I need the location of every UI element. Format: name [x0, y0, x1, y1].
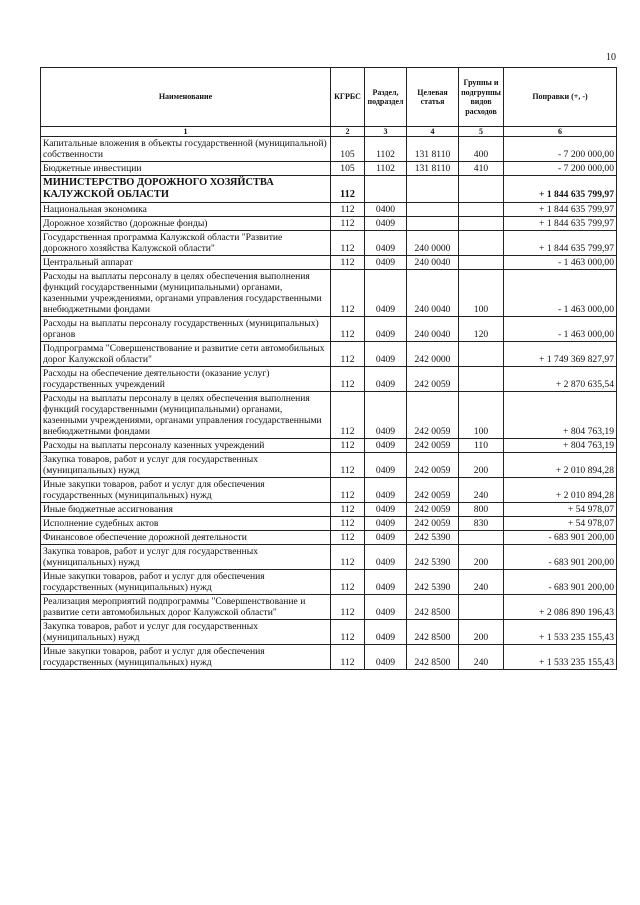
row-amount-cell: + 1 749 369 827,97 [504, 342, 617, 367]
row-section-cell: 0409 [365, 531, 407, 545]
row-target-cell: 242 0059 [407, 453, 459, 478]
row-target-cell: 240 0040 [407, 317, 459, 342]
table-row [41, 439, 617, 453]
row-target-cell: 242 0059 [407, 392, 459, 439]
row-section-cell: 0409 [365, 217, 407, 231]
row-amount-cell: + 2 010 894,28 [504, 453, 617, 478]
row-target-cell: 242 0059 [407, 439, 459, 453]
table-row [41, 217, 617, 231]
table-row [41, 137, 617, 162]
table-row [41, 620, 617, 645]
row-group-cell [459, 342, 504, 367]
row-section-cell: 0409 [365, 317, 407, 342]
row-target-cell: 242 5390 [407, 545, 459, 570]
row-name-cell: Расходы на выплаты персоналу в целях обеспечения выполнения функций государственными (муниципальными) органами, казенными учреждениями, органами управления государственными внебюджетными фондами [41, 270, 331, 317]
row-group-cell [459, 203, 504, 217]
row-section-cell: 0409 [365, 517, 407, 531]
row-group-cell: 410 [459, 162, 504, 176]
row-kgrbs-cell: 112 [331, 545, 365, 570]
table-row [41, 342, 617, 367]
row-kgrbs-cell: 112 [331, 392, 365, 439]
row-target-cell: 242 0059 [407, 478, 459, 503]
row-name-cell: Закупка товаров, работ и услуг для государственных (муниципальных) нужд [41, 453, 331, 478]
column-number: 3 [365, 127, 407, 137]
row-section-cell: 0409 [365, 367, 407, 392]
row-name-cell: Иные бюджетные ассигнования [41, 503, 331, 517]
row-target-cell: 242 0059 [407, 503, 459, 517]
row-target-cell: 131 8110 [407, 137, 459, 162]
table-row [41, 256, 617, 270]
row-name-cell: Иные закупки товаров, работ и услуг для обеспечения государственных (муниципальных) нужд [41, 645, 331, 670]
row-name-cell: Иные закупки товаров, работ и услуг для обеспечения государственных (муниципальных) нужд [41, 570, 331, 595]
row-kgrbs-cell: 112 [331, 176, 365, 203]
row-section-cell: 0409 [365, 503, 407, 517]
row-section-cell: 1102 [365, 137, 407, 162]
row-name-cell: Дорожное хозяйство (дорожные фонды) [41, 217, 331, 231]
row-group-cell: 240 [459, 478, 504, 503]
row-amount-cell: + 1 533 235 155,43 [504, 620, 617, 645]
row-target-cell: 131 8110 [407, 162, 459, 176]
row-amount-cell: + 54 978,07 [504, 503, 617, 517]
row-kgrbs-cell: 112 [331, 517, 365, 531]
header-name: Наименование [41, 68, 331, 127]
row-amount-cell: + 804 763,19 [504, 439, 617, 453]
row-kgrbs-cell: 112 [331, 317, 365, 342]
header-section: Раздел, подраздел [365, 68, 407, 127]
row-name-cell: Расходы на выплаты персоналу в целях обеспечения выполнения функций государственными (муниципальными) органами, казенными учреждениями, органами управления государственными внебюджетными фондами [41, 392, 331, 439]
row-section-cell: 0409 [365, 342, 407, 367]
row-group-cell: 240 [459, 570, 504, 595]
row-amount-cell: - 1 463 000,00 [504, 317, 617, 342]
row-name-cell: Иные закупки товаров, работ и услуг для обеспечения государственных (муниципальных) нужд [41, 478, 331, 503]
row-name-cell: Финансовое обеспечение дорожной деятельности [41, 531, 331, 545]
row-name-cell: Центральный аппарат [41, 256, 331, 270]
row-amount-cell: + 54 978,07 [504, 517, 617, 531]
page-number: 10 [606, 52, 616, 63]
table-row [41, 478, 617, 503]
table-row [41, 162, 617, 176]
row-amount-cell: + 2 010 894,28 [504, 478, 617, 503]
row-amount-cell: + 2 870 635,54 [504, 367, 617, 392]
row-section-cell: 0409 [365, 453, 407, 478]
row-amount-cell: + 2 086 890 196,43 [504, 595, 617, 620]
row-target-cell [407, 176, 459, 203]
row-amount-cell: - 1 463 000,00 [504, 270, 617, 317]
row-name-cell: Закупка товаров, работ и услуг для государственных (муниципальных) нужд [41, 545, 331, 570]
row-kgrbs-cell: 112 [331, 203, 365, 217]
column-number: 2 [331, 127, 365, 137]
row-amount-cell: + 1 844 635 799,97 [504, 231, 617, 256]
row-group-cell: 200 [459, 545, 504, 570]
table-row [41, 453, 617, 478]
row-kgrbs-cell: 112 [331, 367, 365, 392]
row-target-cell: 240 0040 [407, 256, 459, 270]
row-name-cell: Бюджетные инвестиции [41, 162, 331, 176]
row-name-cell: Государственная программа Калужской области "Развитие дорожного хозяйства Калужской области" [41, 231, 331, 256]
row-target-cell: 242 5390 [407, 531, 459, 545]
row-kgrbs-cell: 112 [331, 256, 365, 270]
row-target-cell: 240 0040 [407, 270, 459, 317]
row-section-cell: 0409 [365, 392, 407, 439]
table-row [41, 517, 617, 531]
row-name-cell: Расходы на обеспечение деятельности (оказание услуг) государственных учреждений [41, 367, 331, 392]
row-section-cell: 0409 [365, 570, 407, 595]
row-name-cell: Расходы на выплаты персоналу государственных (муниципальных) органов [41, 317, 331, 342]
table-row [41, 231, 617, 256]
row-kgrbs-cell: 112 [331, 270, 365, 317]
row-kgrbs-cell: 112 [331, 645, 365, 670]
row-group-cell: 110 [459, 439, 504, 453]
column-number: 4 [407, 127, 459, 137]
table-header-row [41, 68, 617, 127]
row-group-cell [459, 595, 504, 620]
row-kgrbs-cell: 112 [331, 217, 365, 231]
row-target-cell: 242 8500 [407, 645, 459, 670]
header-groups: Группы и подгруппы видов расходов [459, 68, 504, 127]
row-section-cell: 0409 [365, 439, 407, 453]
row-group-cell: 400 [459, 137, 504, 162]
table-row [41, 531, 617, 545]
row-section-cell: 0409 [365, 545, 407, 570]
row-group-cell [459, 217, 504, 231]
row-amount-cell: + 804 763,19 [504, 392, 617, 439]
row-name-cell: Подпрограмма "Совершенствование и развитие сети автомобильных дорог Калужской области" [41, 342, 331, 367]
row-group-cell [459, 531, 504, 545]
column-number: 5 [459, 127, 504, 137]
row-kgrbs-cell: 112 [331, 570, 365, 595]
row-amount-cell: - 683 901 200,00 [504, 531, 617, 545]
row-kgrbs-cell: 112 [331, 439, 365, 453]
row-section-cell: 0409 [365, 645, 407, 670]
row-amount-cell: + 1 844 635 799,97 [504, 217, 617, 231]
row-target-cell: 242 0059 [407, 367, 459, 392]
table-row [41, 392, 617, 439]
row-kgrbs-cell: 112 [331, 503, 365, 517]
row-group-cell: 120 [459, 317, 504, 342]
row-target-cell [407, 203, 459, 217]
header-amendments: Поправки (+, -) [504, 68, 617, 127]
row-kgrbs-cell: 112 [331, 453, 365, 478]
budget-amendments-table [40, 67, 617, 670]
column-number: 6 [504, 127, 617, 137]
row-group-cell: 200 [459, 453, 504, 478]
row-section-cell [365, 176, 407, 203]
row-name-cell: Реализация мероприятий подпрограммы "Совершенствование и развитие сети автомобильных дорог Калужской области" [41, 595, 331, 620]
row-amount-cell: + 1 533 235 155,43 [504, 645, 617, 670]
row-kgrbs-cell: 112 [331, 531, 365, 545]
row-group-cell: 830 [459, 517, 504, 531]
column-number-row [41, 127, 617, 137]
row-group-cell [459, 231, 504, 256]
row-target-cell: 242 8500 [407, 620, 459, 645]
row-kgrbs-cell: 112 [331, 342, 365, 367]
row-amount-cell: - 683 901 200,00 [504, 570, 617, 595]
table-row [41, 367, 617, 392]
row-group-cell: 800 [459, 503, 504, 517]
table-row [41, 203, 617, 217]
row-amount-cell: - 7 200 000,00 [504, 137, 617, 162]
row-kgrbs-cell: 112 [331, 231, 365, 256]
row-target-cell: 240 0000 [407, 231, 459, 256]
row-kgrbs-cell: 112 [331, 595, 365, 620]
row-target-cell: 242 0000 [407, 342, 459, 367]
row-group-cell [459, 176, 504, 203]
table-row [41, 503, 617, 517]
row-amount-cell: - 7 200 000,00 [504, 162, 617, 176]
row-group-cell: 240 [459, 645, 504, 670]
row-target-cell: 242 8500 [407, 595, 459, 620]
table-row [41, 317, 617, 342]
column-number: 1 [41, 127, 331, 137]
table-row [41, 570, 617, 595]
row-name-cell: Капитальные вложения в объекты государственной (муниципальной) собственности [41, 137, 331, 162]
row-name-cell: Закупка товаров, работ и услуг для государственных (муниципальных) нужд [41, 620, 331, 645]
table-row [41, 595, 617, 620]
row-group-cell: 100 [459, 270, 504, 317]
table-body [41, 137, 617, 670]
row-kgrbs-cell: 112 [331, 478, 365, 503]
row-group-cell [459, 256, 504, 270]
row-amount-cell: - 683 901 200,00 [504, 545, 617, 570]
row-group-cell [459, 367, 504, 392]
table-row [41, 270, 617, 317]
row-section-cell: 0400 [365, 203, 407, 217]
table-row [41, 645, 617, 670]
table-row [41, 545, 617, 570]
row-target-cell: 242 0059 [407, 517, 459, 531]
row-section-cell: 0409 [365, 595, 407, 620]
row-section-cell: 0409 [365, 231, 407, 256]
row-section-cell: 1102 [365, 162, 407, 176]
row-target-cell [407, 217, 459, 231]
row-kgrbs-cell: 105 [331, 137, 365, 162]
header-kgrbs: КГРБС [331, 68, 365, 127]
table-row [41, 176, 617, 203]
row-section-cell: 0409 [365, 270, 407, 317]
row-name-cell: МИНИСТЕРСТВО ДОРОЖНОГО ХОЗЯЙСТВА КАЛУЖСКОЙ ОБЛАСТИ [41, 176, 331, 203]
row-group-cell: 100 [459, 392, 504, 439]
row-amount-cell: + 1 844 635 799,97 [504, 203, 617, 217]
row-section-cell: 0409 [365, 620, 407, 645]
row-section-cell: 0409 [365, 256, 407, 270]
row-section-cell: 0409 [365, 478, 407, 503]
row-kgrbs-cell: 105 [331, 162, 365, 176]
row-name-cell: Расходы на выплаты персоналу казенных учреждений [41, 439, 331, 453]
row-amount-cell: + 1 844 635 799,97 [504, 176, 617, 203]
row-name-cell: Национальная экономика [41, 203, 331, 217]
row-group-cell: 200 [459, 620, 504, 645]
header-target: Целевая статья [407, 68, 459, 127]
row-name-cell: Исполнение судебных актов [41, 517, 331, 531]
row-target-cell: 242 5390 [407, 570, 459, 595]
row-amount-cell: - 1 463 000,00 [504, 256, 617, 270]
row-kgrbs-cell: 112 [331, 620, 365, 645]
